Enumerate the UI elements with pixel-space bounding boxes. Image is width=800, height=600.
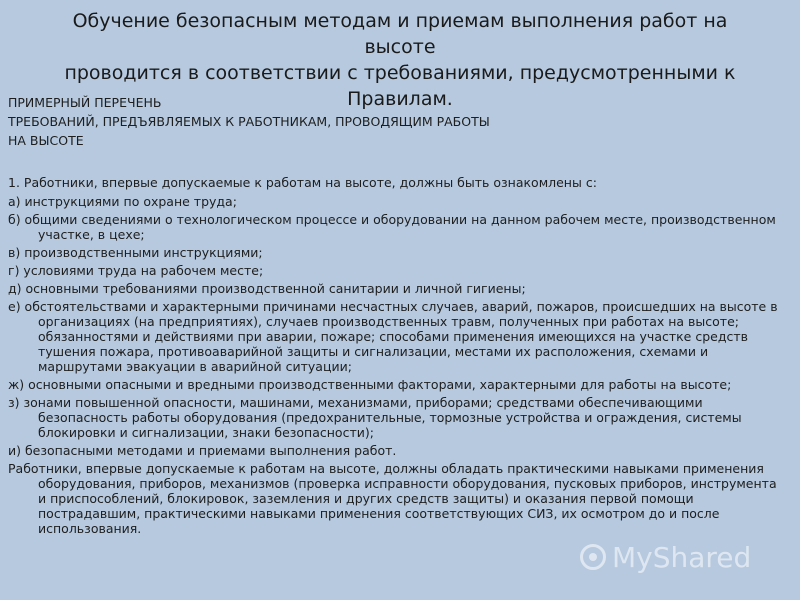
- list-item: з) зонами повышенной опасности, машинами, механизмами, приборами; средствами обеспечивающими безопасность работы оборудования (предохранительные, тормозные устройства и ограждения, системы блокировки и сигнализации, знаки безопасности);: [8, 395, 742, 440]
- requirements-body: [8, 175, 788, 539]
- heading-line: ТРЕБОВАНИЙ, ПРЕДЪЯВЛЯЕМЫХ К РАБОТНИКАМ, ПРОВОДЯЩИМ РАБОТЫ: [8, 114, 490, 129]
- list-item: е) обстоятельствами и характерными причинами несчастных случаев, аварий, пожаров, происшедших на высоте в организациях (на предприятиях), случаев производственных травм, полученных при работах на высоте; обязанностями и действиями при аварии, пожаре; способами применения имеющихся на участке средств тушения пожара, противоаварийной защиты и сигнализации, местами их расположения, схемами и маршрутами эвакуации в аварийной ситуации;: [8, 299, 778, 374]
- watermark-text: MyShared: [612, 540, 752, 574]
- heading-line: ПРИМЕРНЫЙ ПЕРЕЧЕНЬ: [8, 95, 162, 110]
- list-item: а) инструкциями по охране труда;: [8, 194, 237, 209]
- list-heading: [8, 93, 788, 150]
- list-item: б) общими сведениями о технологическом процессе и оборудовании на данном рабочем месте, производственном участке, в цехе;: [8, 212, 776, 242]
- title-line: Правилам.: [347, 88, 453, 110]
- intro-paragraph: 1. Работники, впервые допускаемые к работам на высоте, должны быть ознакомлены с:: [8, 175, 597, 190]
- closing-paragraph: Работники, впервые допускаемые к работам на высоте, должны обладать практическими навыками применения оборудования, приборов, механизмов (проверка исправности оборудования, пусковых приборов, инструмента и приспособлений, блокировок, заземления и других средств защиты) и оказания первой помощи пострадавшим, практическими навыками применения соответствующих СИЗ, их осмотром до и после использования.: [8, 461, 777, 536]
- watermark: [580, 540, 751, 574]
- list-item: и) безопасными методами и приемами выполнения работ.: [8, 443, 397, 458]
- list-item: ж) основными опасными и вредными производственными факторами, характерными для работы на высоте;: [8, 377, 732, 392]
- heading-line: НА ВЫСОТЕ: [8, 133, 84, 148]
- myshared-logo-icon: [580, 544, 606, 570]
- list-item: д) основными требованиями производственной санитарии и личной гигиены;: [8, 281, 526, 296]
- list-item: в) производственными инструкциями;: [8, 245, 263, 260]
- title-line: Обучение безопасным методам и приемам выполнения работ на высоте: [72, 10, 728, 58]
- title-line: проводится в соответствии с требованиями, предусмотренными к: [64, 62, 736, 84]
- list-item: г) условиями труда на рабочем месте;: [8, 263, 264, 278]
